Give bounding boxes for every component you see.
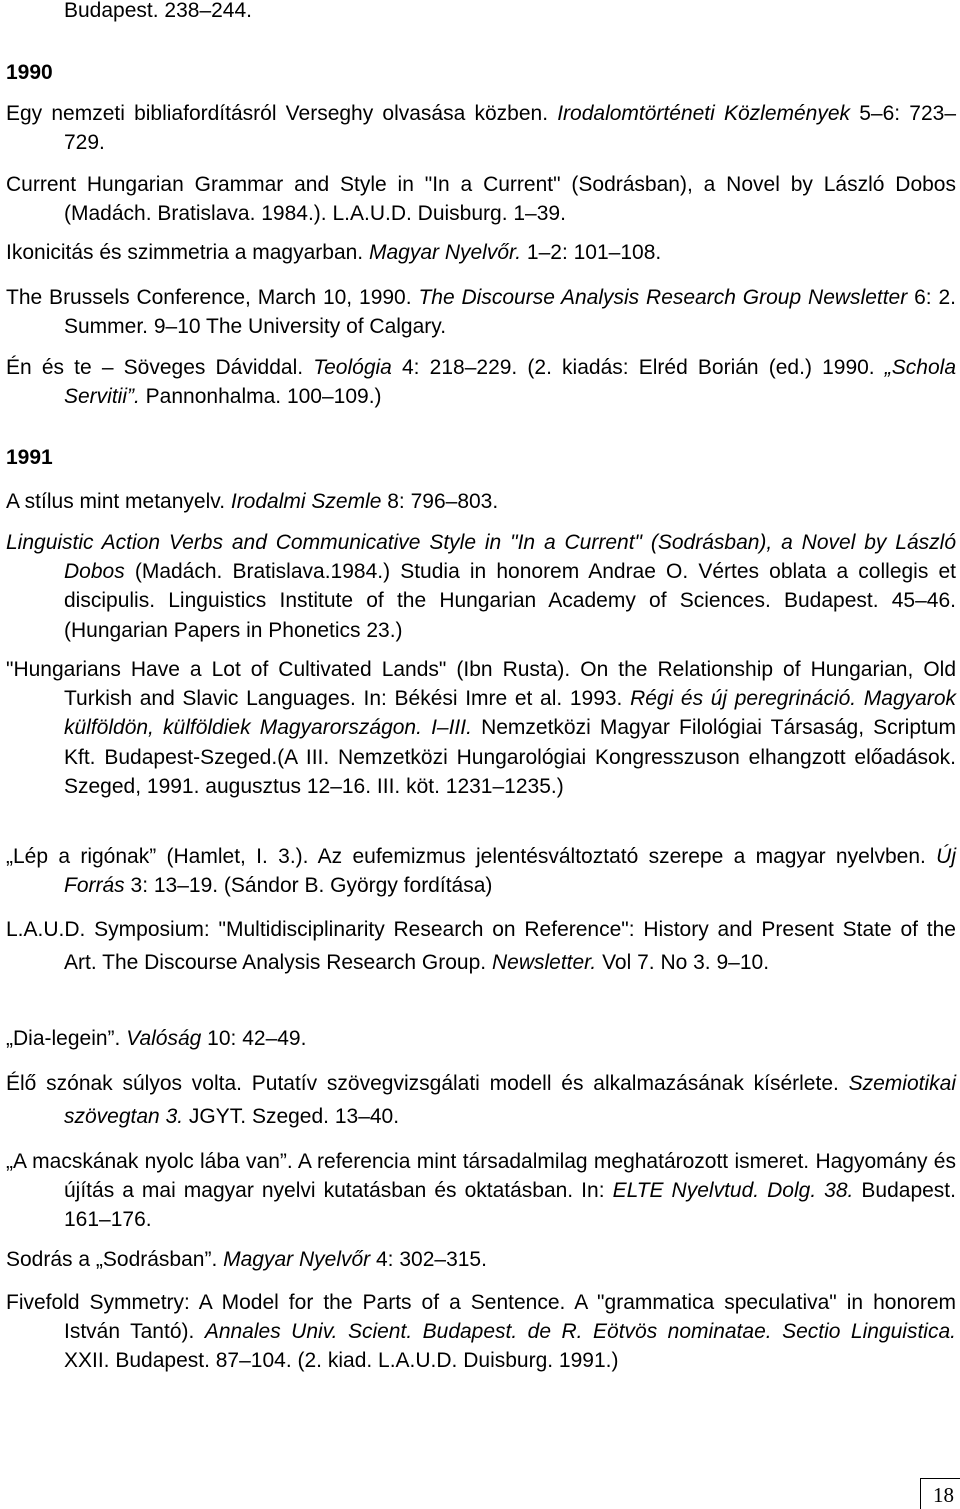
page-number: 18 xyxy=(933,1483,954,1507)
entry-journal: Magyar Nyelvőr. xyxy=(368,241,522,264)
entry-journal: Új Forrás xyxy=(64,845,956,898)
bib-entry xyxy=(6,487,956,516)
bib-entry xyxy=(6,1288,956,1376)
entry-text: XXII. Budapest. 87–104. (2. kiad. L.A.U.D. Duisburg. 1991.) xyxy=(64,1349,619,1373)
continuation-line xyxy=(6,0,956,25)
entry-journal: Annales Univ. Scient. Budapest. de R. Eötvös nominatae. Sectio Linguistica. xyxy=(204,1320,956,1344)
entry-text: Budapest. 161–176. xyxy=(64,1179,956,1232)
entry-text: A stílus mint metanyelv. xyxy=(6,490,231,513)
bib-entry xyxy=(6,1147,956,1235)
entry-journal: The Discourse Analysis Research Group Newsletter xyxy=(418,286,908,309)
entry-text: Én és te – Söveges Dáviddal. xyxy=(6,356,314,379)
bib-entry xyxy=(6,353,956,411)
bib-entry xyxy=(6,170,956,228)
entry-journal: Newsletter. xyxy=(491,951,597,974)
bib-entry xyxy=(6,913,956,979)
entry-journal: Irodalomtörténeti Közlemények xyxy=(557,102,851,125)
bib-entry xyxy=(6,99,956,157)
entry-title-italic: Linguistic Action Verbs and Communicative Style in "In a Current" (Sodrásban), a Novel by László Dobos xyxy=(6,531,956,584)
entry-text: JGYT. Szeged. 13–40. xyxy=(183,1105,400,1128)
bib-entry xyxy=(6,842,956,900)
bib-entry xyxy=(6,1245,956,1274)
entry-text: Current Hungarian Grammar and Style in "In a Current" (Sodrásban), a Novel by László Dobos (Madách. Bratislava. 1984.). L.A.U.D. Duisburg. 1–39. xyxy=(6,173,956,226)
entry-text: 8: 796–803. xyxy=(381,490,499,513)
bib-entry xyxy=(6,238,956,267)
entry-journal: Szemiotikai szövegtan 3. xyxy=(64,1072,956,1128)
entry-journal: Valóság xyxy=(126,1027,202,1050)
entry-text: Fivefold Symmetry: A Model for the Parts of a Sentence. A "grammatica speculativa" in honorem István Tantó). xyxy=(6,1291,956,1344)
entry-text: 4: 218–229. (2. kiadás: Elréd Borián (ed.) 1990. xyxy=(391,356,885,379)
bib-entry xyxy=(6,1024,956,1053)
bib-entry xyxy=(6,283,956,341)
entry-journal: Irodalmi Szemle xyxy=(230,490,382,513)
entry-text: Ikonicitás és szimmetria a magyarban. xyxy=(6,241,369,264)
bib-entry xyxy=(6,1067,956,1133)
entry-text: Élő szónak súlyos volta. Putatív szövegvizsgálati modell és alkalmazásának kísérlete. xyxy=(6,1072,849,1095)
year-heading-1990: 1990 xyxy=(6,61,53,84)
entry-text: 6: 2. Summer. 9–10 The University of Calgary. xyxy=(64,286,957,339)
entry-text: Pannonhalma. 100–109.) xyxy=(139,385,382,409)
entry-journal: Magyar Nyelvőr xyxy=(223,1248,371,1271)
entry-text: 3: 13–19. (Sándor B. György fordítása) xyxy=(124,874,493,898)
bib-entry xyxy=(6,655,956,801)
entry-text: (Madách. Bratislava.1984.) Studia in honorem Andrae O. Vértes oblata a collegis et discipulis. Linguistics Institute of the Hungarian Academy of Sciences. Budapest. 45–46. (Hungarian Papers in Phonetics 23.) xyxy=(64,560,956,642)
page-number-rule xyxy=(920,1478,960,1479)
entry-text: „A macskának nyolc lába van”. A referencia mint társadalmilag meghatározott ismeret. Hagyomány és újítás a mai magyar nyelvi kutatásban és oktatásban. In: xyxy=(6,1150,956,1203)
entry-text: Vol 7. No 3. 9–10. xyxy=(596,951,770,974)
continuation-text: Budapest. 238–244. xyxy=(64,0,252,22)
entry-journal: ELTE Nyelvtud. Dolg. 38. xyxy=(612,1179,854,1203)
entry-text: Egy nemzeti bibliafordításról Verseghy olvasása közben. xyxy=(6,102,558,125)
entry-text: Nemzetközi Magyar Filológiai Társaság, Scriptum Kft. Budapest-Szeged.(A III. Nemzetközi Hungarológiai Kongresszuson elhangzott előadások. Szeged, 1991. augusztus 12–16. III. köt. 1231–1235.) xyxy=(64,716,957,798)
entry-text: "Hungarians Have a Lot of Cultivated Lands" (Ibn Rusta). On the Relationship of Hungarian, Old Turkish and Slavic Languages. In: Békési Imre et al. 1993. xyxy=(6,658,956,711)
page-number-rule-vertical xyxy=(920,1478,921,1509)
entry-text: 10: 42–49. xyxy=(201,1027,307,1050)
entry-text: 4: 302–315. xyxy=(370,1248,487,1271)
bib-entry xyxy=(6,528,956,645)
entry-title-italic: Régi és új peregrináció. Magyarok külföldön, külföldiek Magyarországon. I–III. xyxy=(64,687,957,740)
entry-text: „Lép a rigónak” (Hamlet, I. 3.). Az eufemizmus jelentésváltoztató szerepe a magyar nyelvben. xyxy=(6,845,937,868)
entry-text: 1–2: 101–108. xyxy=(521,241,662,264)
year-heading-1991: 1991 xyxy=(6,446,53,469)
entry-text: „Dia-legein”. xyxy=(6,1027,127,1050)
entry-journal: Teológia xyxy=(313,356,392,379)
entry-text: The Brussels Conference, March 10, 1990. xyxy=(6,286,419,309)
entry-title-italic: „Schola Servitii”. xyxy=(64,356,956,409)
entry-text: 5–6: 723–729. xyxy=(64,102,956,155)
entry-text: L.A.U.D. Symposium: "Multidisciplinarity Research on Reference": History and Present State of the Art. The Discourse Analysis Research Group. xyxy=(6,918,956,974)
entry-text: Sodrás a „Sodrásban”. xyxy=(6,1248,224,1271)
